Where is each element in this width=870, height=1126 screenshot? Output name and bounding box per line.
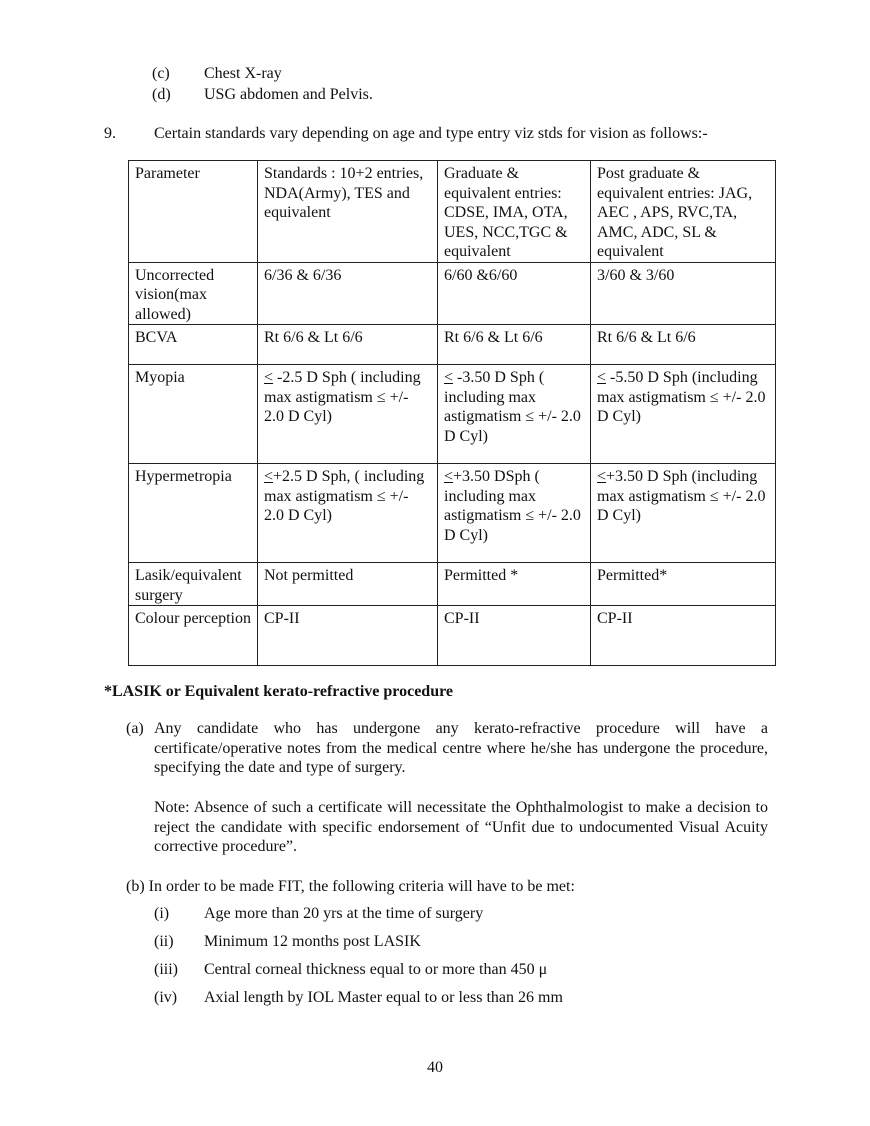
le-symbol: < <box>264 468 274 485</box>
value-cell: Permitted * <box>438 563 591 606</box>
le-symbol: < <box>597 369 607 386</box>
header-cell: Post graduate & equivalent entries: JAG, AEC , APS, RVC,TA, AMC, ADC, SL & equivalent <box>591 161 776 263</box>
param-cell: BCVA <box>129 325 258 365</box>
value-cell <box>438 365 591 464</box>
param-cell: Hypermetropia <box>129 464 258 563</box>
paragraph-9 <box>104 124 708 144</box>
note-paragraph: Note: Absence of such a certificate will necessitate the Ophthalmologist to make a decision to reject the candidate with specific endorsement of “Unfit due to undocumented Visual Acuity corrective procedure”. <box>154 799 768 855</box>
paragraph-text: Certain standards vary depending on age and type entry viz stds for vision as follows:- <box>154 125 708 142</box>
header-cell: Parameter <box>129 161 258 263</box>
le-symbol: < <box>444 369 454 386</box>
header-cell: Graduate & equivalent entries: CDSE, IMA, OTA, UES, NCC,TGC & equivalent <box>438 161 591 263</box>
criteria-text: Minimum 12 months post LASIK <box>204 933 421 950</box>
le-symbol: < <box>444 468 454 485</box>
criteria-item <box>154 932 421 952</box>
value-cell: Rt 6/6 & Lt 6/6 <box>438 325 591 365</box>
paragraph-b <box>126 877 575 897</box>
paragraph-number: 9. <box>104 125 116 142</box>
criteria-item <box>154 960 547 980</box>
value-text: -2.5 D Sph ( including max astigmatism ≤ +/- 2.0 D Cyl) <box>264 369 421 425</box>
paragraph-label: (b) <box>126 878 145 895</box>
table-header-row <box>129 161 776 263</box>
value-cell <box>438 464 591 563</box>
value-text: -3.50 D Sph ( including max astigmatism ≤ +/- 2.0 D Cyl) <box>444 369 581 445</box>
paragraph-label: (a) <box>126 720 144 737</box>
param-cell: Colour perception <box>129 606 258 666</box>
value-cell: Not permitted <box>258 563 438 606</box>
paragraph-a <box>126 719 768 778</box>
value-cell <box>258 365 438 464</box>
criteria-text: Central corneal thickness equal to or more than 450 μ <box>204 961 548 978</box>
list-text: USG abdomen and Pelvis. <box>204 86 373 103</box>
le-symbol: < <box>597 468 607 485</box>
value-cell: Rt 6/6 & Lt 6/6 <box>258 325 438 365</box>
criteria-item <box>154 904 483 924</box>
criteria-label: (iii) <box>154 961 178 978</box>
list-item-c <box>152 64 282 84</box>
list-text: Chest X-ray <box>204 65 282 82</box>
header-cell: Standards : 10+2 entries, NDA(Army), TES and equivalent <box>258 161 438 263</box>
table-row <box>129 563 776 606</box>
paragraph-text: Any candidate who has undergone any kerato-refractive procedure will have a certificate/operative notes from the medical centre where he/she has undergone the procedure, specifying the date and type of surgery. <box>154 720 768 776</box>
value-text: +3.50 DSph ( including max astigmatism ≤ +/- 2.0 D Cyl) <box>444 468 581 544</box>
value-text: -5.50 D Sph (including max astigmatism ≤ +/- 2.0 D Cyl) <box>597 369 766 425</box>
section-heading: *LASIK or Equivalent kerato-refractive procedure <box>104 683 453 700</box>
param-cell: Uncorrected vision(max allowed) <box>129 262 258 325</box>
page-number: 40 <box>427 1059 443 1076</box>
table-row <box>129 606 776 666</box>
value-cell: CP-II <box>438 606 591 666</box>
value-text: +2.5 D Sph, ( including max astigmatism ≤ +/- 2.0 D Cyl) <box>264 468 425 524</box>
table-row <box>129 325 776 365</box>
value-cell <box>591 365 776 464</box>
vision-standards-table <box>128 160 776 666</box>
param-cell: Myopia <box>129 365 258 464</box>
criteria-label: (i) <box>154 905 170 922</box>
paragraph-text: In order to be made FIT, the following criteria will have to be met: <box>148 878 575 895</box>
value-cell: Rt 6/6 & Lt 6/6 <box>591 325 776 365</box>
value-cell: 6/60 &6/60 <box>438 262 591 325</box>
list-label: (c) <box>152 65 170 82</box>
value-text: +3.50 D Sph (including max astigmatism ≤ +/- 2.0 D Cyl) <box>597 468 766 524</box>
list-item-d <box>152 85 373 105</box>
value-cell: 6/36 & 6/36 <box>258 262 438 325</box>
criteria-text: Age more than 20 yrs at the time of surgery <box>204 905 484 922</box>
value-cell: Permitted* <box>591 563 776 606</box>
value-cell <box>258 464 438 563</box>
criteria-label: (iv) <box>154 989 178 1006</box>
param-cell: Lasik/equivalent surgery <box>129 563 258 606</box>
value-cell: 3/60 & 3/60 <box>591 262 776 325</box>
value-cell: CP-II <box>591 606 776 666</box>
criteria-text: Axial length by IOL Master equal to or less than 26 mm <box>204 989 563 1006</box>
table-row <box>129 464 776 563</box>
criteria-label: (ii) <box>154 933 174 950</box>
list-label: (d) <box>152 86 171 103</box>
value-cell <box>591 464 776 563</box>
table-row <box>129 262 776 325</box>
criteria-item <box>154 988 563 1008</box>
value-cell: CP-II <box>258 606 438 666</box>
table-row <box>129 365 776 464</box>
le-symbol: < <box>264 369 274 386</box>
